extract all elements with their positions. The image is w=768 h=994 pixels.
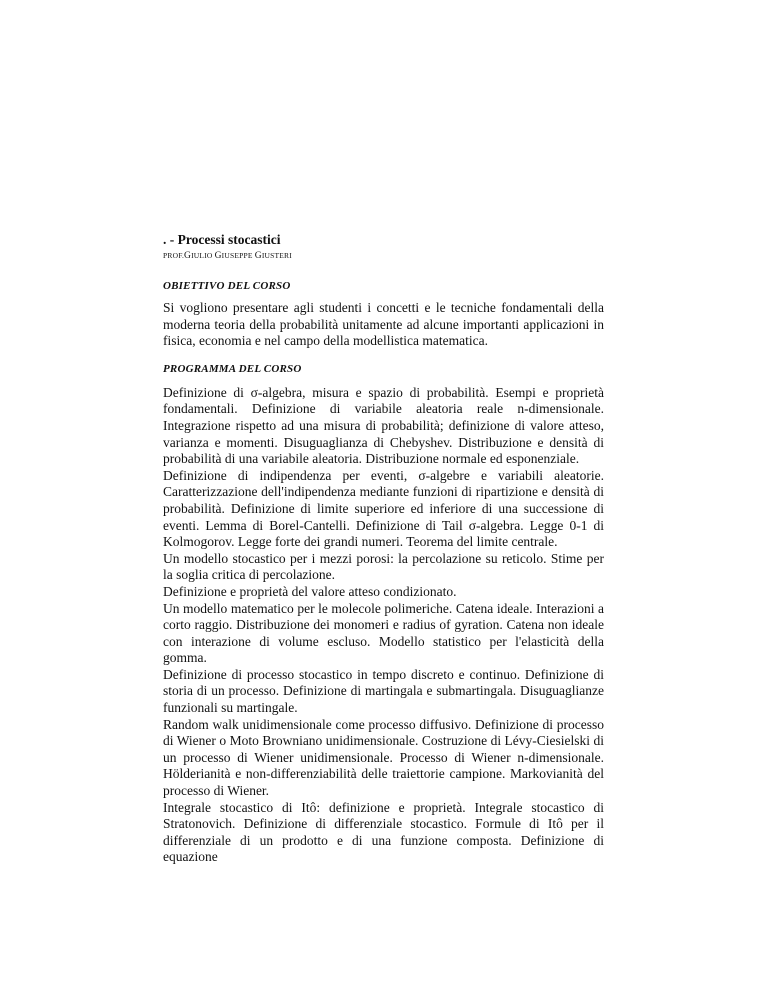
- professor-middle-initial: G: [214, 251, 222, 261]
- program-paragraph-ito-integral: Integrale stocastico di Itô: definizione e proprietà. Integrale stocastico di Stratonovich. Definizione di differenziale stocastico. Formule di Itô per il differenziale di un prodotto e di una funzione composta. Definizione di equazione: [163, 799, 604, 865]
- document-page: [163, 232, 604, 866]
- objective-heading: OBIETTIVO DEL CORSO: [163, 280, 291, 292]
- program-paragraph-probability-spaces: Definizione di σ-algebra, misura e spazio di probabilità. Esempi e proprietà fondamentali. Definizione di variabile aleatoria reale n-dimensionale. Integrazione rispetto ad una misura di probabilità; definizione di valore atteso, varianza e momenti. Disuguaglianza di Chebyshev. Distribuzione e densità di probabilità di una variabile aleatoria. Distribuzione normale ed esponenziale.: [163, 384, 604, 467]
- professor-middle-rest: IUSEPPE: [221, 251, 253, 260]
- program-paragraph-independence: Definizione di indipendenza per eventi, σ-algebre e variabili aleatorie. Caratterizzazione dell'indipendenza mediante funzioni di ripartizione e densità di probabilità. Definizione di limite superiore ed inferiore di una successione di eventi. Lemma di Borel-Cantelli. Definizione di Tail σ-algebra. Legge 0-1 di Kolmogorov. Legge forte dei grandi numeri. Teorema del limite centrale.: [163, 467, 604, 550]
- program-content: [163, 385, 604, 866]
- professor-last-initial: G: [254, 251, 262, 261]
- course-title: . - Processi stocastici: [163, 232, 281, 247]
- professor-name: [163, 251, 604, 261]
- objective-text: Si vogliono presentare agli studenti i concetti e le tecniche fondamentali della moderna teoria della probabilità unitamente ad alcune importanti applicazioni in fisica, economia e nel campo della modellistica matematica.: [163, 300, 604, 349]
- program-paragraph-percolation: Un modello stocastico per i mezzi porosi: la percolazione su reticolo. Stime per la soglia critica di percolazione.: [163, 550, 604, 583]
- program-paragraph-stochastic-processes: Definizione di processo stocastico in tempo discreto e continuo. Definizione di storia di un processo. Definizione di martingala e submartingala. Disuguaglianze funzionali su martingale.: [163, 666, 604, 716]
- program-paragraph-conditional-expectation: Definizione e proprietà del valore atteso condizionato.: [163, 583, 457, 599]
- professor-first-rest: IULIO: [191, 251, 213, 260]
- professor-last-rest: IUSTERI: [261, 251, 292, 260]
- professor-first-initial: G: [184, 251, 192, 261]
- program-paragraph-wiener-process: Random walk unidimensionale come processo diffusivo. Definizione di processo di Wiener o Moto Browniano unidimensionale. Costruzione di Lévy-Ciesielski di un processo di Wiener unidimensionale. Processo di Wiener n-dimensionale. Hölderianità e non-differenziabilità delle traiettorie campione. Markovianità del processo di Wiener.: [163, 716, 604, 799]
- professor-prefix: PROF.: [163, 251, 185, 260]
- program-paragraph-polymers: Un modello matematico per le molecole polimeriche. Catena ideale. Interazioni a corto raggio. Distribuzione dei monomeri e radius of gyration. Catena non ideale con interazione di volume escluso. Modello statistico per l'elasticità della gomma.: [163, 600, 604, 666]
- program-heading: PROGRAMMA DEL CORSO: [163, 362, 302, 375]
